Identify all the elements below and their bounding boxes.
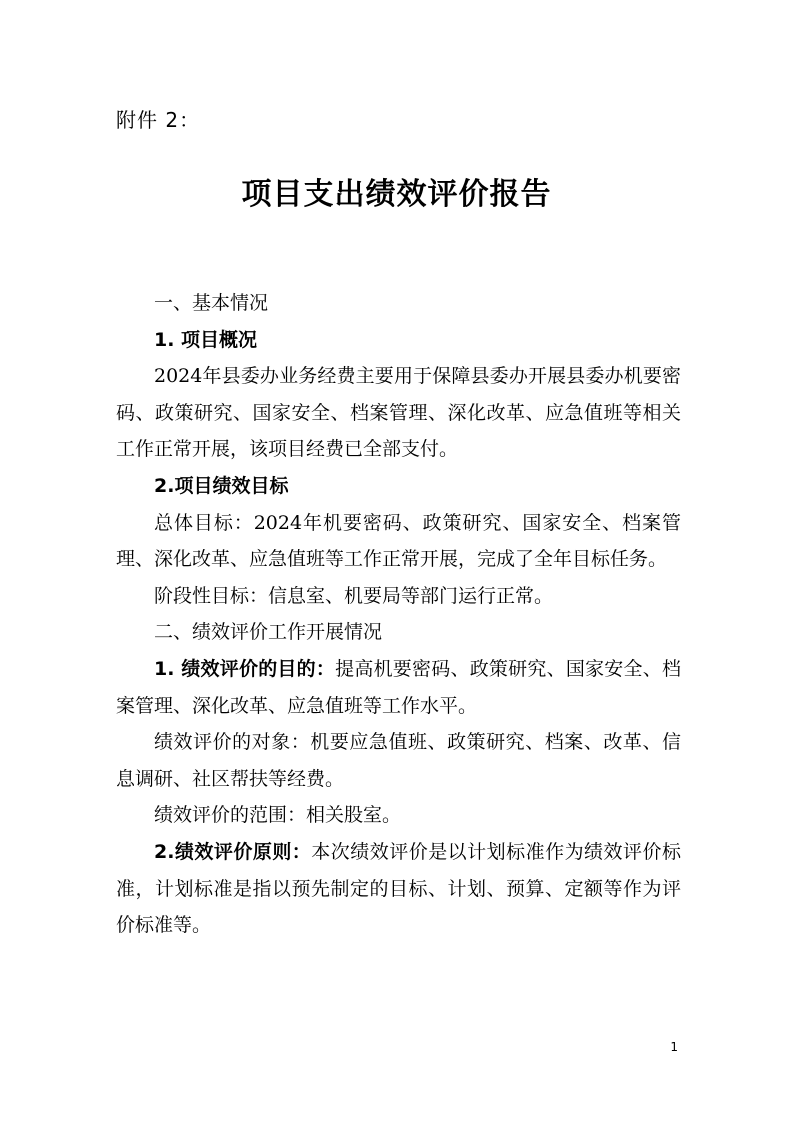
section-basic-info-heading: 一、基本情况 <box>154 292 269 314</box>
evaluation-principle-label: 2.绩效评价原则： <box>154 840 312 863</box>
evaluation-scope-text: 绩效评价的范围：相关股室。 <box>154 804 402 827</box>
project-overview-text: 2024年县委办业务经费主要用于保障县委办开展县委办机要密码、政策研究、国家安全、档案管理、深化改革、应急值班等相关工作正常开展，该项目经费已全部支付。 <box>116 365 681 461</box>
report-body <box>116 285 681 944</box>
report-title: 项目支出绩效评价报告 <box>241 177 552 212</box>
attachment-label: 附件 2： <box>116 108 201 132</box>
evaluation-principle-text: 本次绩效评价是以计划标准作为绩效评价标准，计划标准是指以预先制定的目标、计划、预算、定额等作为评价标准等。 <box>116 840 681 937</box>
evaluation-purpose-paragraph <box>116 651 681 724</box>
section-evaluation-work-heading: 二、绩效评价工作开展情况 <box>154 621 383 644</box>
performance-goal-heading: 2.项目绩效目标 <box>154 474 289 497</box>
project-overview-heading: 1. 项目概况 <box>154 328 258 351</box>
stage-goal-text: 阶段性目标：信息室、机要局等部门运行正常。 <box>154 584 554 607</box>
evaluation-purpose-text: 提高机要密码、政策研究、国家安全、档案管理、深化改革、应急值班等工作水平。 <box>116 657 681 717</box>
overall-goal-text: 总体目标：2024年机要密码、政策研究、国家安全、档案管理、深化改革、应急值班等工作正常开展，完成了全年目标任务。 <box>116 511 681 571</box>
page-number: 1 <box>670 1040 678 1054</box>
evaluation-object-text: 绩效评价的对象：机要应急值班、政策研究、档案、改革、信息调研、社区帮扶等经费。 <box>116 731 681 790</box>
evaluation-principle-paragraph <box>116 834 681 944</box>
evaluation-purpose-label: 1. 绩效评价的目的： <box>154 657 336 680</box>
